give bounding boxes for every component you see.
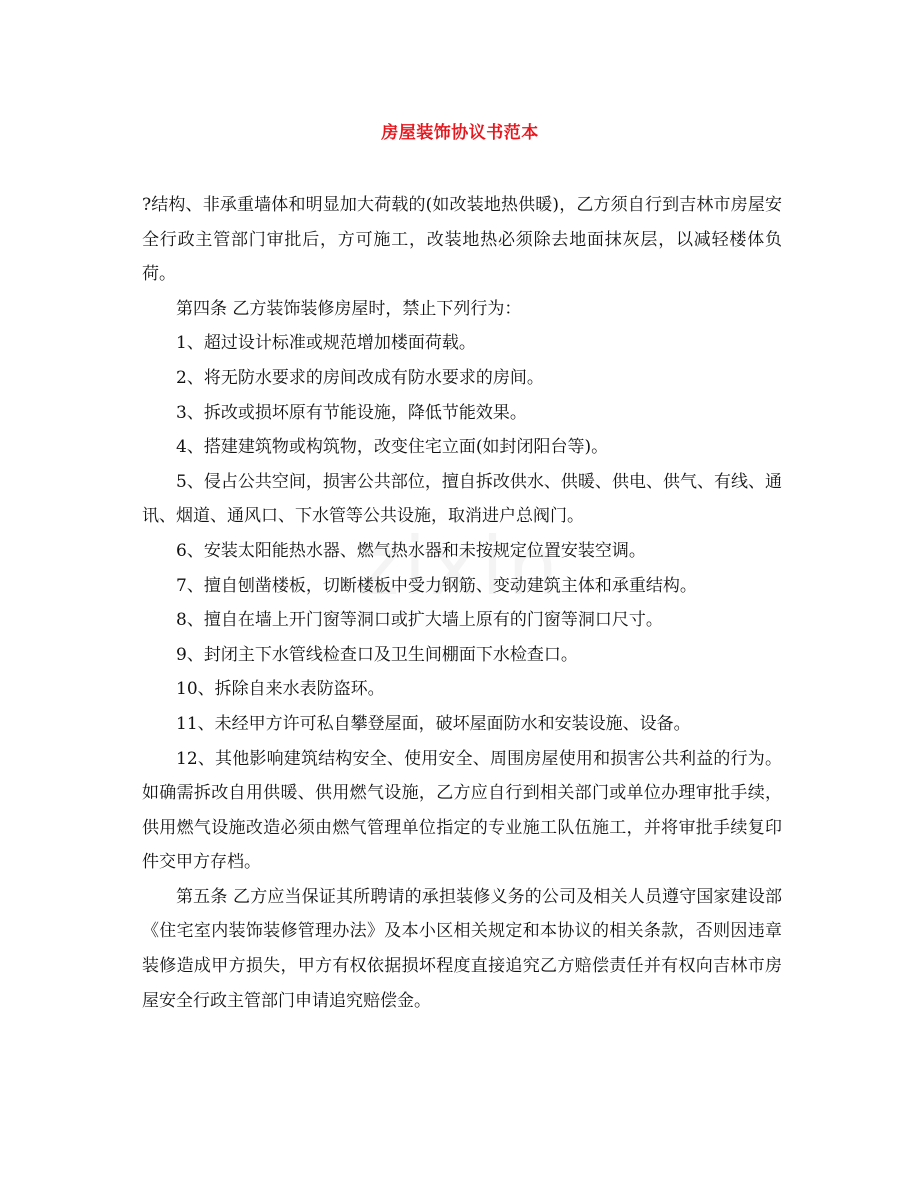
- paragraph-article-5: 第五条 乙方应当保证其所聘请的承担装修义务的公司及相关人员遵守国家建设部《住宅室内装饰装修管理办法》及本小区相关规定和本协议的相关条款，否则因违章装修造成甲方损失，甲方有权依据损坏程度直接追究乙方赔偿责任并有权向吉林市房屋安全行政主管部门申请追究赔偿金。: [142, 886, 782, 1011]
- list-item-11: 11、未经甲方许可私自攀登屋面，破坏屋面防水和安装设施、设备。: [176, 713, 691, 734]
- paragraph-intro: ?结构、非承重墙体和明显加大荷载的(如改装地热供暖)，乙方须自行到吉林市房屋安全行政主管部门审批后，方可施工，改装地热必须除去地面抹灰层，以减轻楼体负荷。: [142, 195, 782, 285]
- list-item-1: 1、超过设计标准或规范增加楼面荷载。: [176, 333, 476, 354]
- paragraph-article-4: 第四条 乙方装饰装修房屋时，禁止下列行为：: [176, 298, 522, 319]
- list-item-8: 8、擅自在墙上开门窗等洞口或扩大墙上原有的门窗等洞口尺寸。: [176, 610, 663, 631]
- list-item-3: 3、拆改或损坏原有节能设施，降低节能效果。: [176, 402, 527, 423]
- list-item-10: 10、拆除自来水表防盗环。: [176, 679, 385, 700]
- list-item-12: 12、其他影响建筑结构安全、使用安全、周围房屋使用和损害公共利益的行为。 如确需拆改自用供暖、供用燃气设施，乙方应自行到相关部门或单位办理审批手续，供用燃气设施改造必须由燃气管理单位指定的专业施工队伍施工，并将审批手续复印件交甲方存档。: [142, 748, 782, 873]
- list-item-2: 2、将无防水要求的房间改成有防水要求的房间。: [176, 367, 544, 388]
- list-item-6: 6、安装太阳能热水器、燃气热水器和未按规定位置安装空调。: [176, 540, 646, 561]
- list-item-7: 7、擅自刨凿楼板，切断楼板中受力钢筋、变动建筑主体和承重结构。: [176, 575, 697, 596]
- document-body: [142, 188, 782, 1018]
- list-item-9: 9、封闭主下水管线检查口及卫生间棚面下水检查口。: [176, 644, 578, 665]
- list-item-4: 4、搭建建筑物或构筑物，改变住宅立面(如封闭阳台等)。: [176, 437, 609, 458]
- document-title: 房屋装饰协议书范本: [381, 123, 539, 143]
- list-item-5: 5、侵占公共空间，损害公共部位，擅自拆改供水、供暖、供电、供气、有线、通讯、烟道、通风口、下水管等公共设施，取消进户总阀门。: [142, 471, 782, 527]
